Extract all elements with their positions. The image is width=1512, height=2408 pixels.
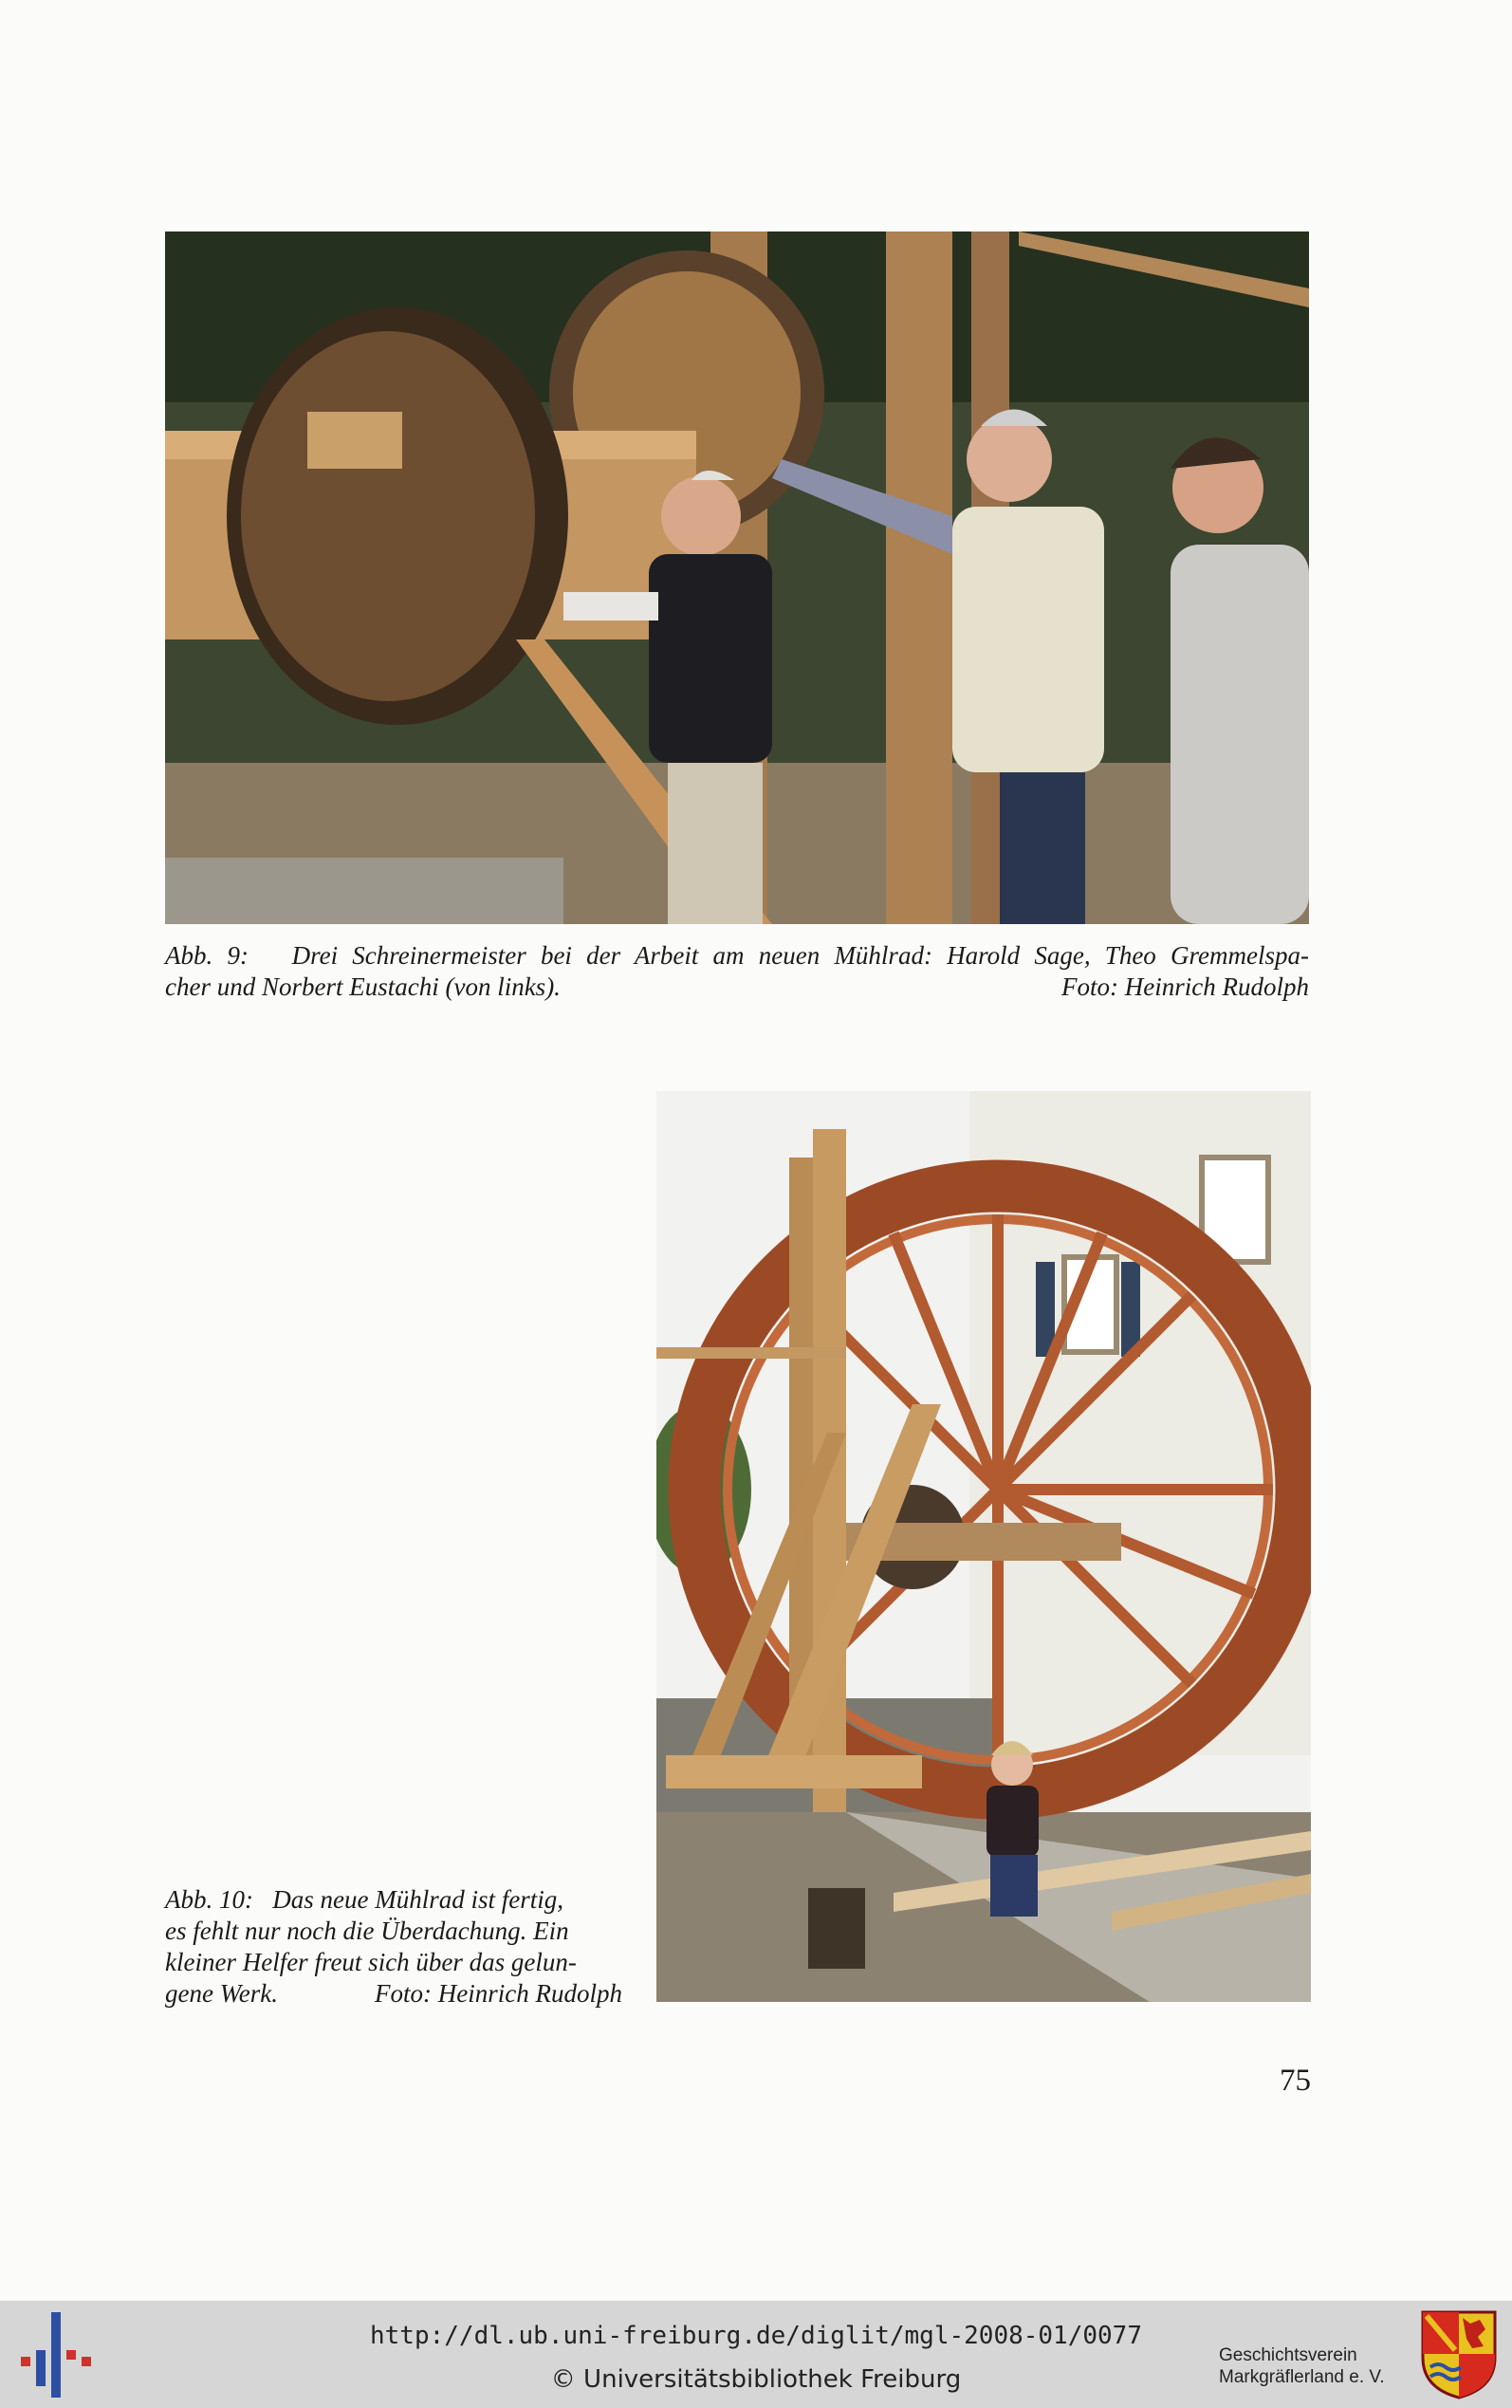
publisher-name <box>1219 2344 1418 2388</box>
caption-line: kleiner Helfer freut sich über das gelun- <box>165 1948 577 1976</box>
caption-line: cher und Norbert Eustachi (von links). <box>165 972 561 1001</box>
copyright-notice: © Universitätsbibliothek Freiburg <box>550 2365 962 2394</box>
photo-abb-9 <box>165 232 1309 924</box>
coat-of-arms-icon <box>1421 2310 1497 2399</box>
photo-credit: Foto: Heinrich Rudolph <box>375 1979 622 2008</box>
caption-line: Abb. 10: Das neue Mühlrad ist fertig, <box>165 1885 563 1914</box>
caption-line: Abb. 9: Drei Schreinermeister bei der Arbeit am neuen Mühlrad: Harold Sage, Theo Gremmelspa- <box>165 941 1309 970</box>
page-number: 75 <box>1280 2064 1311 2098</box>
footer-bar <box>0 2301 1512 2408</box>
digital-library-link[interactable]: http://dl.ub.uni-freiburg.de/diglit/mgl-2008-01/0077 <box>370 2322 1142 2350</box>
caption-line: gene Werk. <box>165 1979 278 2008</box>
caption-abb-9 <box>165 940 1309 1003</box>
caption-abb-10 <box>165 1884 622 2010</box>
caption-line: es fehlt nur noch die Überdachung. Ein <box>165 1917 569 1945</box>
photo-credit: Foto: Heinrich Rudolph <box>1061 972 1309 1001</box>
publisher-line: Geschichtsverein <box>1219 2345 1357 2365</box>
publisher-line: Markgräflerland e. V. <box>1219 2367 1385 2387</box>
photo-abb-10 <box>656 1091 1311 2002</box>
